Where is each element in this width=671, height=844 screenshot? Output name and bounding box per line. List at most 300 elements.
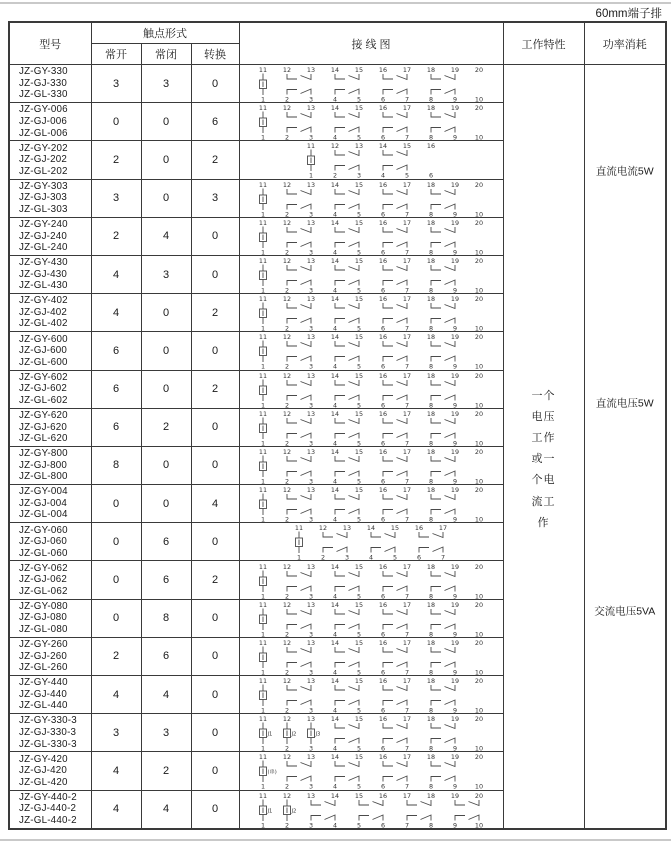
svg-text:10: 10 <box>474 630 484 637</box>
wiring-diagram-cell <box>239 408 503 446</box>
svg-text:15: 15 <box>354 447 364 456</box>
normally-closed-count: 4 <box>141 790 191 829</box>
changeover-count: 0 <box>191 599 239 637</box>
svg-text:6: 6 <box>380 477 386 484</box>
svg-text:11: 11 <box>258 447 268 456</box>
svg-text:6: 6 <box>380 630 386 637</box>
normally-open-count: 3 <box>91 714 141 752</box>
svg-text:14: 14 <box>330 677 340 686</box>
svg-text:13: 13 <box>306 409 316 418</box>
model-number: JZ-GJ-303 <box>19 192 68 204</box>
svg-text:1: 1 <box>260 706 266 714</box>
svg-text:6: 6 <box>380 706 386 714</box>
svg-text:(串): (串) <box>267 769 277 776</box>
svg-text:6: 6 <box>380 401 386 408</box>
svg-text:9: 9 <box>452 668 458 675</box>
svg-text:5: 5 <box>356 248 362 255</box>
relay-spec-table <box>8 21 667 830</box>
svg-text:1: 1 <box>260 439 266 446</box>
svg-text:5: 5 <box>356 706 362 714</box>
svg-text:3: 3 <box>308 133 314 141</box>
svg-text:4: 4 <box>332 95 338 103</box>
model-cell <box>9 217 91 255</box>
svg-text:13: 13 <box>306 104 316 113</box>
wiring-diagram-cell <box>239 523 503 561</box>
model-number: JZ-GJ-602 <box>19 383 68 395</box>
svg-text:17: 17 <box>402 180 412 189</box>
svg-text:7: 7 <box>404 592 410 599</box>
svg-text:18: 18 <box>426 218 436 227</box>
svg-text:13: 13 <box>342 524 352 533</box>
svg-text:9: 9 <box>452 439 458 446</box>
svg-text:8: 8 <box>428 324 434 332</box>
svg-text:14: 14 <box>330 753 340 762</box>
svg-text:15: 15 <box>354 371 364 380</box>
svg-text:12: 12 <box>282 104 292 113</box>
svg-text:17: 17 <box>402 638 412 647</box>
svg-text:8: 8 <box>428 515 434 523</box>
svg-text:16: 16 <box>378 677 388 686</box>
svg-text:20: 20 <box>474 715 484 724</box>
svg-text:6: 6 <box>380 210 386 217</box>
model-number: JZ-GY-060 <box>19 524 68 536</box>
svg-text:2: 2 <box>320 553 326 561</box>
svg-text:11: 11 <box>258 562 268 571</box>
svg-text:18: 18 <box>426 257 436 266</box>
wiring-diagram-cell <box>239 103 503 141</box>
svg-text:15: 15 <box>390 524 400 533</box>
svg-text:20: 20 <box>474 753 484 762</box>
svg-text:12: 12 <box>318 524 328 533</box>
svg-text:19: 19 <box>450 104 460 113</box>
top-page-rule <box>0 2 671 4</box>
svg-text:8: 8 <box>428 362 434 370</box>
changeover-count: 0 <box>191 637 239 675</box>
svg-text:5: 5 <box>356 477 362 484</box>
svg-text:1: 1 <box>260 286 266 294</box>
svg-text:15: 15 <box>402 142 412 151</box>
model-number: JZ-GL-602 <box>19 394 68 406</box>
normally-open-count: 4 <box>91 255 141 293</box>
svg-text:7: 7 <box>404 706 410 714</box>
svg-text:10: 10 <box>474 782 484 790</box>
svg-text:18: 18 <box>426 638 436 647</box>
svg-text:3: 3 <box>308 248 314 255</box>
svg-text:13: 13 <box>306 638 316 647</box>
model-number: JZ-GL-240 <box>19 242 68 254</box>
svg-text:18: 18 <box>426 562 436 571</box>
wiring-diagram-svg <box>246 141 496 178</box>
svg-text:4: 4 <box>332 439 338 446</box>
svg-text:5: 5 <box>356 286 362 294</box>
header-normally-closed: 常闭 <box>141 44 191 65</box>
model-cell <box>9 752 91 790</box>
svg-text:5: 5 <box>392 553 398 561</box>
svg-text:18: 18 <box>426 791 436 800</box>
svg-text:20: 20 <box>474 791 484 800</box>
svg-text:16: 16 <box>378 638 388 647</box>
svg-text:1: 1 <box>260 515 266 523</box>
model-cell <box>9 790 91 829</box>
normally-open-count: 3 <box>91 179 141 217</box>
wiring-diagram-svg <box>246 409 496 446</box>
svg-text:17: 17 <box>438 524 448 533</box>
svg-text:6: 6 <box>380 362 386 370</box>
svg-text:5: 5 <box>356 821 362 828</box>
header-contact-form: 触点形式 <box>91 22 239 44</box>
svg-text:2: 2 <box>284 286 290 294</box>
changeover-count: 6 <box>191 103 239 141</box>
svg-text:6: 6 <box>380 248 386 255</box>
normally-open-count: 0 <box>91 561 141 599</box>
working-characteristic-cell <box>503 65 584 829</box>
model-number: JZ-GJ-440 <box>19 688 68 700</box>
model-number: JZ-GY-402 <box>19 295 68 307</box>
wiring-diagram-cell <box>239 255 503 293</box>
wiring-diagram-cell <box>239 141 503 179</box>
svg-text:3: 3 <box>308 821 314 828</box>
svg-text:7: 7 <box>404 362 410 370</box>
model-cell <box>9 103 91 141</box>
svg-text:20: 20 <box>474 257 484 266</box>
wiring-diagram-cell <box>239 790 503 829</box>
svg-text:2: 2 <box>284 668 290 675</box>
model-number: JZ-GY-062 <box>19 562 68 574</box>
svg-text:6: 6 <box>380 744 386 752</box>
changeover-count: 0 <box>191 714 239 752</box>
svg-text:14: 14 <box>330 447 340 456</box>
svg-text:3: 3 <box>308 668 314 675</box>
changeover-count: 0 <box>191 676 239 714</box>
svg-text:6: 6 <box>380 95 386 103</box>
svg-text:20: 20 <box>474 562 484 571</box>
wiring-diagram-svg <box>246 103 496 140</box>
svg-text:7: 7 <box>440 553 446 561</box>
model-number: JZ-GY-602 <box>19 371 68 383</box>
model-number: JZ-GY-440 <box>19 677 68 689</box>
model-number: JZ-GJ-260 <box>19 650 68 662</box>
svg-text:15: 15 <box>354 333 364 342</box>
svg-text:5: 5 <box>356 630 362 637</box>
svg-text:16: 16 <box>378 486 388 495</box>
changeover-count: 0 <box>191 446 239 484</box>
svg-text:19: 19 <box>450 677 460 686</box>
wiring-diagram-svg <box>246 65 496 102</box>
model-number: JZ-GJ-080 <box>19 612 68 624</box>
svg-text:18: 18 <box>426 715 436 724</box>
svg-text:7: 7 <box>404 286 410 294</box>
svg-text:18: 18 <box>426 180 436 189</box>
normally-open-count: 4 <box>91 790 141 829</box>
svg-text:11: 11 <box>258 753 268 762</box>
svg-text:4: 4 <box>332 668 338 675</box>
svg-text:4: 4 <box>332 133 338 141</box>
model-cell <box>9 332 91 370</box>
svg-text:12: 12 <box>282 715 292 724</box>
model-number: JZ-GL-330-3 <box>19 738 77 750</box>
svg-text:8: 8 <box>428 95 434 103</box>
svg-text:14: 14 <box>330 371 340 380</box>
svg-text:4: 4 <box>332 401 338 408</box>
svg-text:3: 3 <box>308 401 314 408</box>
svg-text:8: 8 <box>428 706 434 714</box>
svg-text:11: 11 <box>258 791 268 800</box>
svg-text:11: 11 <box>258 486 268 495</box>
svg-text:16: 16 <box>414 524 424 533</box>
svg-text:9: 9 <box>452 324 458 332</box>
wiring-diagram-svg <box>246 256 496 293</box>
svg-text:4: 4 <box>332 630 338 637</box>
svg-text:12: 12 <box>282 66 292 75</box>
svg-text:7: 7 <box>404 248 410 255</box>
svg-text:12: 12 <box>282 486 292 495</box>
svg-text:13: 13 <box>354 142 364 151</box>
svg-text:1: 1 <box>260 744 266 752</box>
model-number: JZ-GY-330 <box>19 66 68 78</box>
changeover-count: 2 <box>191 294 239 332</box>
svg-text:9: 9 <box>452 210 458 217</box>
header-working-characteristic: 工作特性 <box>503 22 584 65</box>
svg-text:4: 4 <box>332 210 338 217</box>
model-number: JZ-GJ-006 <box>19 116 68 127</box>
normally-closed-count: 4 <box>141 217 191 255</box>
svg-text:10: 10 <box>474 133 484 141</box>
svg-text:11: 11 <box>258 295 268 304</box>
svg-text:7: 7 <box>404 210 410 217</box>
svg-text:3: 3 <box>308 362 314 370</box>
svg-text:11: 11 <box>258 371 268 380</box>
svg-text:5: 5 <box>356 439 362 446</box>
model-number: JZ-GY-202 <box>19 142 68 154</box>
model-cell <box>9 561 91 599</box>
svg-text:17: 17 <box>402 409 412 418</box>
wiring-diagram-cell <box>239 637 503 675</box>
svg-text:13: 13 <box>306 66 316 75</box>
svg-text:3: 3 <box>308 210 314 217</box>
model-number: JZ-GY-800 <box>19 448 68 460</box>
svg-text:19: 19 <box>450 447 460 456</box>
wiring-diagram-svg <box>246 371 496 408</box>
svg-text:20: 20 <box>474 180 484 189</box>
svg-text:7: 7 <box>404 668 410 675</box>
wiring-diagram-svg <box>246 676 496 713</box>
svg-text:5: 5 <box>356 668 362 675</box>
model-number: JZ-GJ-240 <box>19 230 68 242</box>
svg-text:2: 2 <box>284 515 290 523</box>
model-number: JZ-GL-420 <box>19 776 68 788</box>
svg-text:10: 10 <box>474 515 484 523</box>
normally-closed-count: 6 <box>141 561 191 599</box>
svg-text:20: 20 <box>474 447 484 456</box>
svg-text:7: 7 <box>404 439 410 446</box>
svg-text:1: 1 <box>260 668 266 675</box>
svg-text:2: 2 <box>284 439 290 446</box>
model-number: JZ-GL-402 <box>19 318 68 330</box>
model-number: JZ-GL-080 <box>19 623 68 635</box>
model-number: JZ-GY-600 <box>19 333 68 345</box>
svg-text:20: 20 <box>474 677 484 686</box>
changeover-count: 0 <box>191 752 239 790</box>
svg-text:2: 2 <box>284 401 290 408</box>
svg-text:19: 19 <box>450 257 460 266</box>
svg-text:12: 12 <box>282 447 292 456</box>
svg-text:10: 10 <box>474 248 484 255</box>
svg-text:20: 20 <box>474 600 484 609</box>
svg-text:J2: J2 <box>291 808 297 815</box>
svg-text:17: 17 <box>402 600 412 609</box>
svg-text:12: 12 <box>282 753 292 762</box>
svg-text:10: 10 <box>474 668 484 675</box>
svg-text:6: 6 <box>380 821 386 828</box>
model-number: JZ-GL-620 <box>19 433 68 445</box>
svg-text:7: 7 <box>404 821 410 828</box>
svg-text:10: 10 <box>474 706 484 714</box>
svg-text:11: 11 <box>258 333 268 342</box>
model-number: JZ-GY-440-2 <box>19 791 77 803</box>
svg-text:15: 15 <box>354 66 364 75</box>
wiring-diagram-cell <box>239 446 503 484</box>
model-number: JZ-GY-620 <box>19 409 68 421</box>
svg-text:2: 2 <box>284 210 290 217</box>
normally-closed-count: 3 <box>141 714 191 752</box>
svg-text:8: 8 <box>428 668 434 675</box>
model-number: JZ-GY-420 <box>19 753 68 765</box>
wiring-diagram-cell <box>239 676 503 714</box>
svg-text:12: 12 <box>282 409 292 418</box>
svg-text:18: 18 <box>426 333 436 342</box>
model-number: JZ-GJ-440-2 <box>19 803 77 815</box>
wiring-diagram-svg <box>246 218 496 255</box>
changeover-count: 2 <box>191 141 239 179</box>
svg-text:8: 8 <box>428 744 434 752</box>
svg-text:2: 2 <box>284 744 290 752</box>
svg-text:15: 15 <box>354 257 364 266</box>
svg-text:9: 9 <box>452 477 458 484</box>
svg-text:16: 16 <box>378 715 388 724</box>
svg-text:15: 15 <box>354 562 364 571</box>
svg-text:5: 5 <box>356 782 362 790</box>
svg-text:17: 17 <box>402 295 412 304</box>
svg-text:13: 13 <box>306 677 316 686</box>
svg-text:17: 17 <box>402 562 412 571</box>
wiring-diagram-svg <box>246 791 496 828</box>
svg-text:7: 7 <box>404 477 410 484</box>
svg-text:17: 17 <box>402 257 412 266</box>
svg-text:15: 15 <box>354 486 364 495</box>
svg-text:2: 2 <box>284 706 290 714</box>
working-characteristic-text: 一个电压工作或一个电流工作 <box>531 390 556 529</box>
svg-text:4: 4 <box>380 171 386 179</box>
svg-text:8: 8 <box>428 210 434 217</box>
terminal-strip-note: 60mm端子排 <box>595 8 662 20</box>
svg-text:2: 2 <box>284 133 290 141</box>
svg-text:19: 19 <box>450 638 460 647</box>
wiring-diagram-cell <box>239 65 503 103</box>
svg-text:4: 4 <box>332 248 338 255</box>
svg-text:2: 2 <box>332 171 338 179</box>
normally-closed-count: 3 <box>141 255 191 293</box>
svg-text:7: 7 <box>404 630 410 637</box>
svg-text:15: 15 <box>354 638 364 647</box>
svg-text:18: 18 <box>426 486 436 495</box>
svg-text:19: 19 <box>450 371 460 380</box>
svg-text:7: 7 <box>404 95 410 103</box>
svg-text:12: 12 <box>330 142 340 151</box>
svg-text:12: 12 <box>282 333 292 342</box>
model-number: JZ-GL-440 <box>19 700 68 712</box>
svg-text:8: 8 <box>428 133 434 141</box>
svg-text:11: 11 <box>258 180 268 189</box>
svg-text:15: 15 <box>354 180 364 189</box>
model-number: JZ-GL-060 <box>19 547 68 559</box>
model-number: JZ-GJ-800 <box>19 459 68 471</box>
svg-text:1: 1 <box>260 821 266 828</box>
svg-text:5: 5 <box>356 362 362 370</box>
normally-closed-count: 0 <box>141 370 191 408</box>
model-number: JZ-GJ-202 <box>19 154 68 166</box>
svg-text:16: 16 <box>426 142 436 151</box>
svg-text:11: 11 <box>258 218 268 227</box>
svg-text:6: 6 <box>380 782 386 790</box>
svg-text:2: 2 <box>284 362 290 370</box>
normally-closed-count: 4 <box>141 676 191 714</box>
changeover-count: 0 <box>191 332 239 370</box>
wiring-diagram-svg <box>246 562 496 599</box>
svg-text:18: 18 <box>426 409 436 418</box>
svg-text:12: 12 <box>282 180 292 189</box>
svg-text:13: 13 <box>306 447 316 456</box>
svg-text:10: 10 <box>474 592 484 599</box>
svg-text:19: 19 <box>450 66 460 75</box>
svg-text:9: 9 <box>452 630 458 637</box>
normally-closed-count: 0 <box>141 446 191 484</box>
normally-closed-count: 0 <box>141 179 191 217</box>
model-number: JZ-GJ-402 <box>19 306 68 318</box>
svg-text:8: 8 <box>428 477 434 484</box>
wiring-diagram-cell <box>239 370 503 408</box>
model-number: JZ-GJ-620 <box>19 421 68 433</box>
svg-text:5: 5 <box>356 95 362 103</box>
svg-text:3: 3 <box>308 592 314 599</box>
svg-text:12: 12 <box>282 791 292 800</box>
svg-text:13: 13 <box>306 333 316 342</box>
svg-text:18: 18 <box>426 677 436 686</box>
svg-text:9: 9 <box>452 744 458 752</box>
svg-text:16: 16 <box>378 333 388 342</box>
svg-text:3: 3 <box>308 95 314 103</box>
svg-text:11: 11 <box>258 66 268 75</box>
svg-text:2: 2 <box>284 630 290 637</box>
svg-text:8: 8 <box>428 630 434 637</box>
wiring-diagram-cell <box>239 752 503 790</box>
wiring-diagram-cell <box>239 294 503 332</box>
svg-text:3: 3 <box>308 477 314 484</box>
model-number: JZ-GL-430 <box>19 280 68 292</box>
svg-text:10: 10 <box>474 95 484 103</box>
normally-closed-count: 2 <box>141 752 191 790</box>
svg-text:18: 18 <box>426 447 436 456</box>
model-cell <box>9 370 91 408</box>
svg-text:9: 9 <box>452 362 458 370</box>
model-number: JZ-GL-440-2 <box>19 814 77 826</box>
changeover-count: 0 <box>191 523 239 561</box>
model-cell <box>9 523 91 561</box>
changeover-count: 0 <box>191 408 239 446</box>
model-number: JZ-GL-260 <box>19 662 68 674</box>
wiring-diagram-svg <box>246 638 496 675</box>
svg-text:12: 12 <box>282 257 292 266</box>
svg-text:14: 14 <box>330 295 340 304</box>
